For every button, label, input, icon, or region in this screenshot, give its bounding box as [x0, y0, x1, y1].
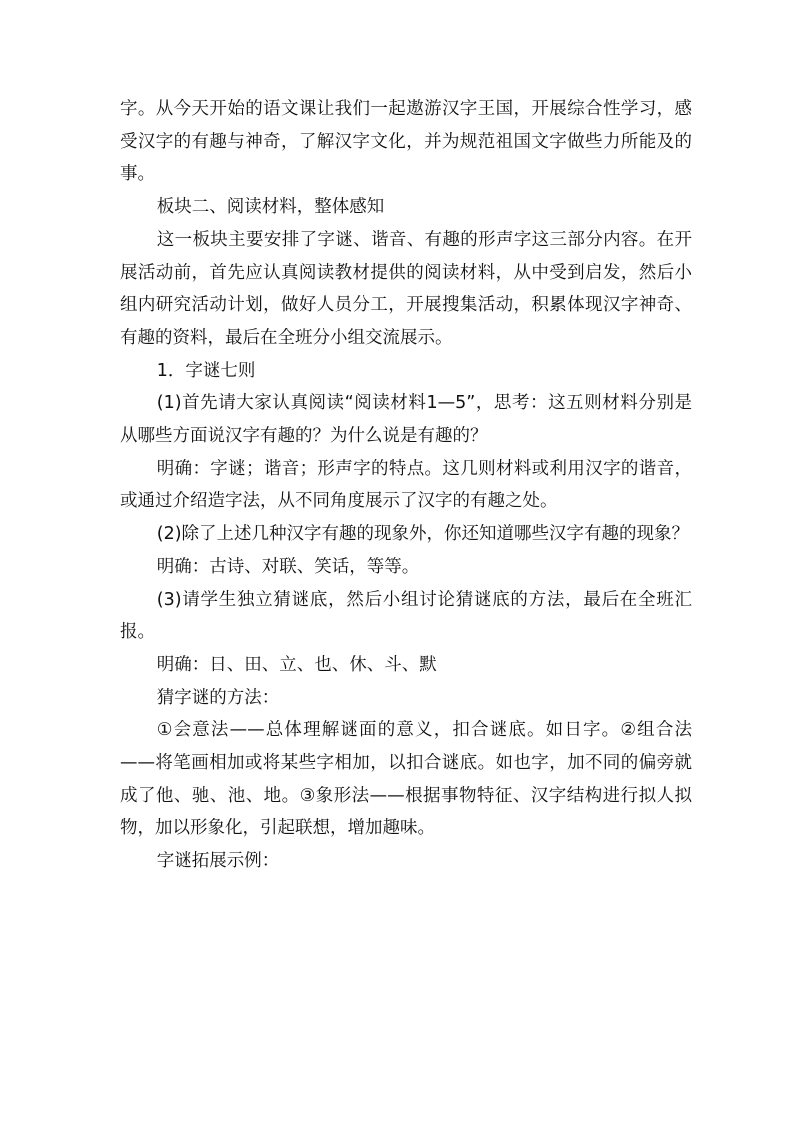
answer-1: 明确：字谜；谐音；形声字的特点。这几则材料或利用汉字的谐音，或通过介绍造字法，从不同角度展示了汉字的有趣之处。 — [120, 458, 692, 512]
methods-heading: 猜字谜的方法： — [156, 687, 280, 708]
paragraph-block-overview: 这一板块主要安排了字谜、谐音、有趣的形声字这三部分内容。在开展活动前，首先应认真阅读教材提供的阅读材料，从中受到启发，然后小组内研究活动计划，做好人员分工，开展搜集活动，积累体现汉字神奇、有趣的资料，最后在全班分小组交流展示。 — [120, 229, 692, 348]
methods-paragraph: ①会意法——总体理解谜面的意义，扣合谜底。如日字。②组合法——将笔画相加或将某些字相加，以扣合谜底。如也字，加不同的偏旁就成了他、驰、池、地。③象形法——根据事物特征、汉字结构进行拟人拟物，加以形象化，引起联想，增加趣味。 — [120, 720, 692, 839]
question-3: (3)请学生独立猜谜底，然后小组讨论猜谜底的方法，最后在全班汇报。 — [120, 589, 692, 643]
riddle-examples-heading: 字谜拓展示例： — [156, 851, 280, 872]
answer-3: 明确：日、田、立、也、休、斗、默 — [156, 654, 437, 675]
subheading-riddles: 1．字谜七则 — [156, 360, 256, 381]
answer-2: 明确：古诗、对联、笑话，等等。 — [156, 556, 420, 577]
question-2: (2)除了上述几种汉字有趣的现象外，你还知道哪些汉字有趣的现象？ — [156, 524, 690, 545]
question-1: (1)首先请大家认真阅读“阅读材料1—5”，思考：这五则材料分别是从哪些方面说汉字有趣的？为什么说是有趣的？ — [120, 393, 692, 447]
document-body — [120, 93, 692, 878]
section-heading-block-two: 板块二、阅读材料，整体感知 — [156, 197, 385, 218]
paragraph-intro-continuation: 字。从今天开始的语文课让我们一起遨游汉字王国，开展综合性学习，感受汉字的有趣与神奇，了解汉字文化，并为规范祖国文字做些力所能及的事。 — [120, 99, 692, 185]
